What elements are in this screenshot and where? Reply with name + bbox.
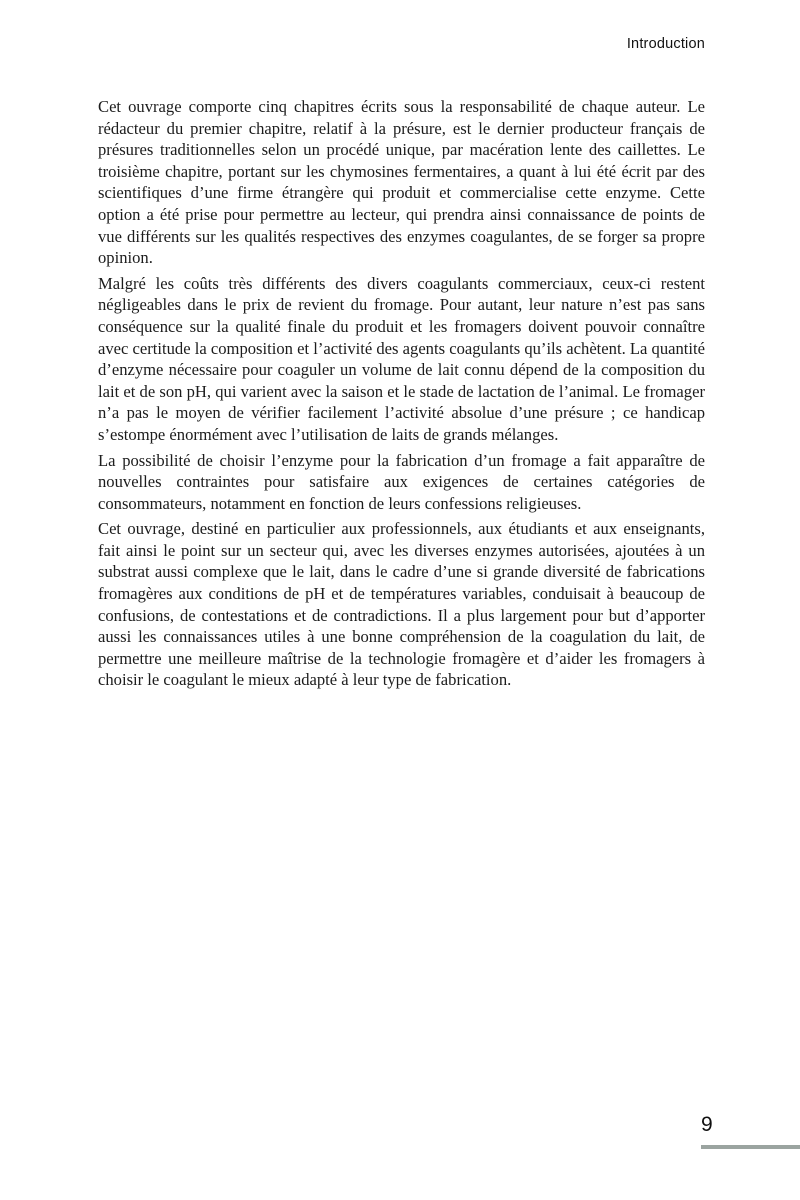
paragraph: Malgré les coûts très différents des divers coagulants commerciaux, ceux-ci restent négligeables dans le prix de revient du fromage. Pour autant, leur nature n’est pas sans conséquence sur la qualité finale du produit et les fromagers doivent pouvoir connaître avec certitude la composition et l’activité des agents coagulants qu’ils achètent. La quantité d’enzyme nécessaire pour coaguler un volume de lait connu dépend de la composition du lait et de son pH, qui varient avec la saison et le stade de lactation de l’animal. Le fromager n’a pas le moyen de vérifier facilement l’activité absolue d’une présure ; ce handicap s’estompe énormément avec l’utilisation de laits de grands mélanges. [98, 273, 705, 444]
body-text [98, 96, 705, 691]
footer-rule [701, 1145, 800, 1149]
paragraph: Cet ouvrage, destiné en particulier aux professionnels, aux étudiants et aux enseignants, fait ainsi le point sur un secteur qui, avec les diverses enzymes autorisées, ajoutées à un substrat aussi complexe que le lait, dans le cadre d’une si grande diversité de fabrications fromagères aux conditions de pH et de températures variables, conduisait à beaucoup de confusions, de contestations et de contradictions. Il a plus largement pour but d’apporter aussi les connaissances utiles à une bonne compréhension de la coagulation du lait, de permettre une meilleure maîtrise de la technologie fromagère et d’aider les fromagers à choisir le coagulant le mieux adapté à leur type de fabrication. [98, 519, 705, 690]
paragraph: Cet ouvrage comporte cinq chapitres écrits sous la responsabilité de chaque auteur. Le rédacteur du premier chapitre, relatif à la présure, est le dernier producteur français de présures traditionnelles selon un procédé unique, par macération lente des caillettes. Le troisième chapitre, portant sur les chymosines fermentaires, a quant à lui été écrit par des scientifiques d’une firme étrangère qui produit et commercialise cette enzyme. Cette option a été prise pour permettre au lecteur, qui prendra ainsi connaissance de points de vue différents sur les qualités respectives des enzymes coagulantes, de se forger sa propre opinion. [98, 97, 705, 268]
paragraph: La possibilité de choisir l’enzyme pour la fabrication d’un fromage a fait apparaître de nouvelles contraintes pour satisfaire aux exigences de certaines catégories de consommateurs, notamment en fonction de leurs confessions religieuses. [98, 450, 705, 513]
page-number: 9 [701, 1113, 713, 1136]
running-head: Introduction [626, 36, 705, 52]
